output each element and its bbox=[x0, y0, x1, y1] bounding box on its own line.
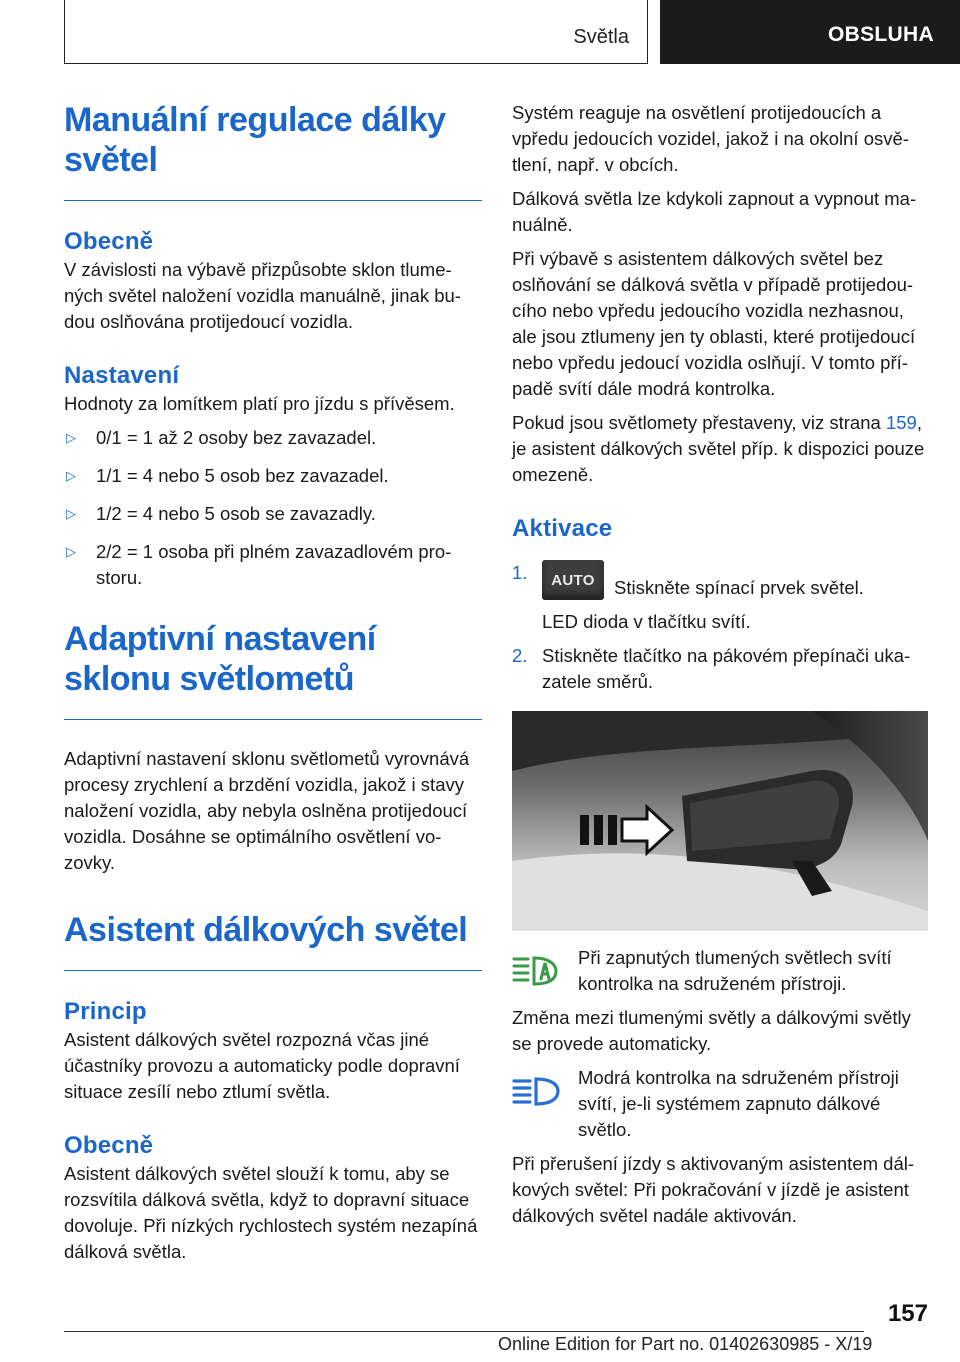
subheading-obecne-2: Obecně bbox=[64, 1132, 154, 1159]
bullet-triangle-icon: ▷ bbox=[66, 506, 76, 521]
step-item bbox=[512, 560, 928, 601]
indicator-note-text: Při zapnutých tlumených světlech svítí kontrolka na sdruženém přístroji. bbox=[578, 947, 892, 994]
paragraph-adaptive: Adaptivní nastavení sklonu světlometů vyrovnává procesy zrychlení a brzdění vozidla, jakož i stavy naložení vozidla, aby nebyla oslněna protijedoucí vozidla. Dosáhne se optimálního osvětlení vozovky. bbox=[64, 748, 470, 873]
paragraph-obecne-2: Asistent dálkových světel slouží k tomu, aby se rozsvítila dálková světla, když to dopravní situace dovoluje. Při nízkých rychlostech systém nezapíná dálková světla. bbox=[64, 1163, 478, 1262]
list-item-text: 2/2 = 1 osoba při plném zavazadlovém prostoru. bbox=[96, 541, 452, 588]
indicator-note bbox=[512, 1065, 928, 1143]
header-chapter-label: OBSLUHA bbox=[828, 23, 934, 46]
paragraph-antidazzle: Při výbavě s asistentem dálkových světel bez oslňování se dálková světla v případě protijedoucího nebo vpředu jedoucího vozidla nezhasnou, ale jsou ztlumeny jen ty oblasti, které protijedoucí nebo vpředu jedoucí vozidla oslňují. V tomto případě svítí dále modrá kontrolka. bbox=[512, 248, 916, 399]
high-beam-indicator-icon bbox=[512, 1065, 578, 1114]
subheading-obecne: Obecně bbox=[64, 228, 154, 255]
step-text: Stiskněte spínací prvek světel. bbox=[614, 577, 864, 598]
paragraph-text: Pokud jsou světlomety přestaveny, viz strana bbox=[512, 412, 886, 433]
heading-high-beam-assistant: Asistent dálkových světel bbox=[64, 911, 468, 949]
paragraph-nastaveni: Hodnoty za lomítkem platí pro jízdu s přívěsem. bbox=[64, 393, 455, 414]
list-item bbox=[64, 463, 482, 489]
paragraph-obecne: V závislosti na výbavě přizpůsobte sklon tlumených světel naložení vozidla manuálně, jinak budou oslňována protijedoucí vozidla. bbox=[64, 259, 461, 332]
footer-rule bbox=[64, 1331, 864, 1332]
indicator-note bbox=[512, 945, 928, 997]
list-item bbox=[64, 501, 482, 527]
indicator-note-text: Modrá kontrolka na sdruženém přístroji svítí, je-li systémem zapnuto dálkové světlo. bbox=[578, 1067, 899, 1140]
list-item-text: 0/1 = 1 až 2 osoby bez zavazadel. bbox=[96, 427, 377, 448]
heading-adaptive-leveling: Adaptivní nastavení sklonu světlometů bbox=[64, 620, 376, 698]
auto-button-icon bbox=[542, 560, 604, 600]
subheading-nastaveni: Nastavení bbox=[64, 362, 180, 389]
list-item bbox=[64, 425, 482, 451]
list-item-text: 1/1 = 4 nebo 5 osob bez zavazadel. bbox=[96, 465, 389, 486]
paragraph-text: , je asistent dálkových světel příp. k dispozici pouze omezeně. bbox=[512, 412, 925, 485]
list-item bbox=[64, 539, 482, 591]
turn-signal-lever-photo bbox=[512, 711, 928, 931]
header-chapter-tab bbox=[660, 0, 960, 64]
header-tab-box bbox=[64, 0, 648, 64]
page-number: 157 bbox=[887, 1300, 928, 1327]
step-text: Stiskněte tlačítko na pákovém přepínači ukazatele směrů. bbox=[542, 645, 911, 692]
bullet-triangle-icon: ▷ bbox=[66, 544, 76, 559]
subheading-aktivace: Aktivace bbox=[512, 515, 613, 542]
right-column bbox=[512, 100, 928, 1229]
paragraph-auto-switch: Změna mezi tlumenými světly a dálkovými světly se provede automaticky. bbox=[512, 1007, 911, 1054]
bullet-triangle-icon: ▷ bbox=[66, 430, 76, 445]
list-item-text: 1/2 = 4 nebo 5 osob se zavazadly. bbox=[96, 503, 376, 524]
subheading-princip: Princip bbox=[64, 998, 147, 1025]
headlight-assist-indicator-icon bbox=[512, 945, 578, 994]
paragraph-adjusted-headlights bbox=[512, 410, 928, 488]
step-number: 1. bbox=[512, 562, 528, 583]
heading-manual-beam: Manuální regulace dálky světel bbox=[64, 101, 446, 179]
paragraph-princip: Asistent dálkových světel rozpozná včas jiné účastníky provozu a automaticky podle dopravní situace zesílí nebo ztlumí světla. bbox=[64, 1029, 460, 1102]
footer-edition: Online Edition for Part no. 01402630985 - X/19 bbox=[498, 1334, 873, 1354]
paragraph-interruption: Při přerušení jízdy s aktivovaným asistentem dálkových světel: Při pokračování v jízdě je asistent dálkových světel nadále aktivován. bbox=[512, 1153, 915, 1226]
auto-button-label: AUTO bbox=[551, 572, 595, 589]
header-section-title: Světla bbox=[573, 26, 629, 48]
step-item bbox=[512, 643, 928, 695]
step-subtext: LED dioda v tlačítku svítí. bbox=[542, 611, 751, 632]
paragraph-manual-switch: Dálková světla lze kdykoli zapnout a vypnout manuálně. bbox=[512, 188, 917, 235]
step-number: 2. bbox=[512, 645, 528, 666]
page-reference-link[interactable]: 159 bbox=[885, 412, 917, 433]
left-column bbox=[64, 100, 482, 1265]
paragraph-reaction: Systém reaguje na osvětlení protijedoucích a vpředu jedoucích vozidel, jakož i na okolní osvětlení, např. v obcích. bbox=[512, 102, 909, 175]
bullet-triangle-icon: ▷ bbox=[66, 468, 76, 483]
